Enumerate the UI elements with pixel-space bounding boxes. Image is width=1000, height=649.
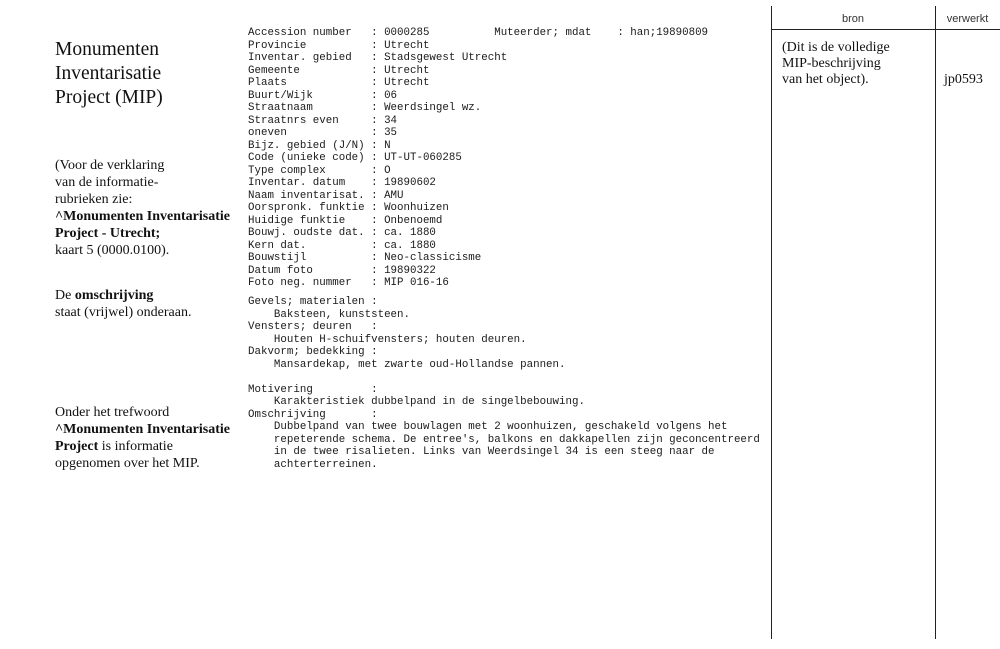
record-line: Huidige funktie : Onbenoemd bbox=[248, 214, 443, 227]
note-trefwoord bbox=[55, 404, 230, 472]
header-rule bbox=[771, 29, 1000, 30]
record-line: Gevels; materialen : bbox=[248, 296, 378, 308]
record-line: oneven : 35 bbox=[248, 127, 398, 139]
bron-line: MIP-beschrijving bbox=[782, 56, 881, 71]
note-bold: omschrijving bbox=[74, 288, 154, 303]
record-line: Bouwstijl : Neo-classicisme bbox=[248, 252, 482, 264]
record-line: Provincie : Utrecht bbox=[248, 39, 430, 52]
note-line: van de informatie- bbox=[55, 175, 159, 190]
record-line: Dakvorm; bedekking : bbox=[248, 346, 378, 358]
column-header-bron: bron bbox=[841, 13, 865, 25]
record-line: achterterreinen. bbox=[248, 458, 378, 471]
record-line bbox=[248, 371, 760, 384]
note-text: is informatie bbox=[98, 439, 173, 454]
record-line: Plaats : Utrecht bbox=[248, 77, 430, 89]
title-line: Inventarisatie bbox=[55, 63, 162, 84]
note-line: opgenomen over het MIP. bbox=[55, 456, 200, 471]
note-line: kaart 5 (0000.0100). bbox=[55, 243, 170, 258]
record-line: Oorspronk. funktie : Woonhuizen bbox=[248, 202, 449, 214]
reference-link: ^Monumenten Inventarisatie bbox=[55, 422, 230, 437]
record-line: in de twee risalieten. Links van Weerdsingel 34 is een steeg naar de bbox=[248, 446, 715, 458]
record-line: Buurt/Wijk : 06 bbox=[248, 89, 398, 102]
record-line: Kern dat. : ca. 1880 bbox=[248, 239, 436, 252]
record-line: Bijz. gebied (J/N) : N bbox=[248, 139, 391, 152]
bron-line: (Dit is de volledige bbox=[782, 40, 890, 55]
record-line: Inventar. gebied : Stadsgewest Utrecht bbox=[248, 52, 508, 64]
note-line: staat (vrijwel) onderaan. bbox=[55, 305, 192, 320]
record-line: Bouwj. oudste dat. : ca. 1880 bbox=[248, 227, 436, 239]
record-line: Baksteen, kunststeen. bbox=[248, 308, 410, 321]
title-line: Monumenten bbox=[55, 39, 159, 60]
note-line: Onder het trefwoord bbox=[55, 405, 170, 420]
verwerkt-cell: jp0593 bbox=[944, 72, 983, 87]
column-divider bbox=[771, 6, 772, 639]
record-line: repeterende schema. De entree's, balkons en dakkapellen zijn geconcentreerd bbox=[248, 433, 760, 446]
record-line: Straatnrs even : 34 bbox=[248, 114, 398, 127]
note-line: rubrieken zie: bbox=[55, 192, 133, 207]
record-line: Omschrijving : bbox=[248, 408, 378, 421]
record-line: Type complex : O bbox=[248, 164, 391, 177]
record-fields bbox=[248, 27, 708, 290]
document-title bbox=[55, 38, 163, 110]
record-line: Gemeente : Utrecht bbox=[248, 64, 430, 77]
record-sections bbox=[248, 296, 760, 471]
record-line: Datum foto : 19890322 bbox=[248, 264, 436, 277]
record-line: Naam inventarisat. : AMU bbox=[248, 189, 404, 202]
record-line: Straatnaam : Weerdsingel wz. bbox=[248, 102, 482, 114]
note-bold: Project bbox=[55, 439, 99, 454]
title-line: Project (MIP) bbox=[55, 87, 163, 108]
note-omschrijving bbox=[55, 287, 191, 321]
record-line: Dubbelpand van twee bouwlagen met 2 woonhuizen, geschakeld volgens het bbox=[248, 421, 728, 433]
reference-link: ^Monumenten Inventarisatie bbox=[55, 209, 230, 224]
record-line: Vensters; deuren : bbox=[248, 321, 378, 333]
record-line: Code (unieke code) : UT-UT-060285 bbox=[248, 152, 462, 164]
record-line: Foto neg. nummer : MIP 016-16 bbox=[248, 277, 449, 289]
column-header-verwerkt: verwerkt bbox=[946, 13, 989, 25]
reference-link: Project - Utrecht; bbox=[55, 226, 161, 241]
note-text: De bbox=[55, 288, 75, 303]
bron-cell bbox=[782, 40, 890, 88]
record-line: Houten H-schuifvensters; houten deuren. bbox=[248, 333, 527, 346]
bron-line: van het object). bbox=[782, 72, 869, 87]
note-line: (Voor de verklaring bbox=[55, 158, 165, 173]
column-divider bbox=[935, 6, 936, 639]
record-line: Karakteristiek dubbelpand in de singelbebouwing. bbox=[248, 396, 585, 408]
note-verklaring bbox=[55, 157, 230, 259]
record-line: Inventar. datum : 19890602 bbox=[248, 177, 436, 189]
record-line: Accession number : 0000285 Muteerder; mdat : han;19890809 bbox=[248, 27, 709, 39]
record-line: Mansardekap, met zwarte oud-Hollandse pannen. bbox=[248, 358, 566, 371]
record-line: Motivering : bbox=[248, 383, 378, 396]
